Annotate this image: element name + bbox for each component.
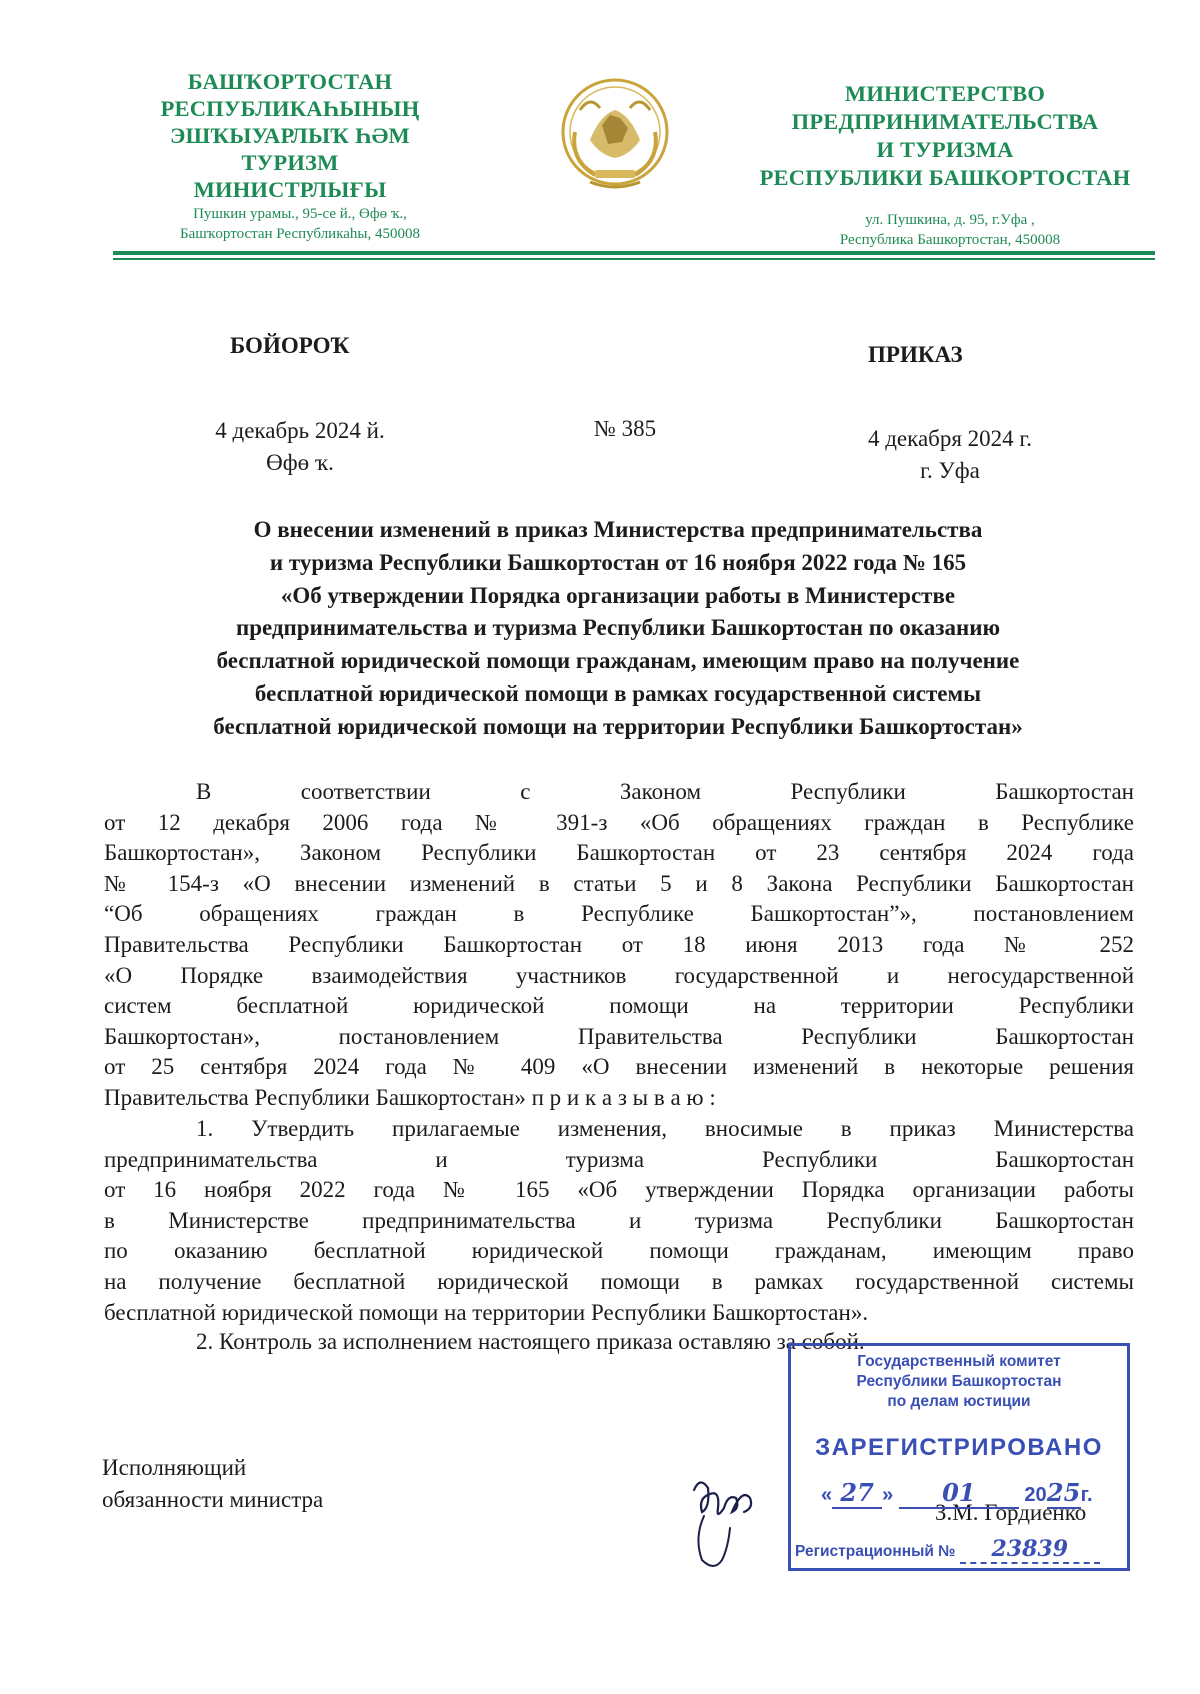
handwritten-signature: [680, 1468, 780, 1578]
signatory-name: З.М. Гордиенко: [935, 1500, 1087, 1525]
stamp-org: [791, 1352, 1127, 1412]
preamble-line: Башкортостан», Законом Республики Башкортостан от 23 сентября 2024 года: [104, 840, 1134, 866]
stamp-date-suffix: г.: [1080, 1484, 1093, 1506]
heading-line: бесплатной юридической помощи в рамках государственной системы: [254, 680, 982, 706]
date-russian: 4 декабря 2024 г.: [867, 426, 1033, 451]
item-2-paragraph: 2. Контроль за исполнением настоящего приказа оставляю за собой.: [196, 1329, 865, 1354]
preamble-line: систем бесплатной юридической помощи на территории Республики: [104, 993, 1134, 1019]
doc-heading: [118, 514, 1118, 744]
preamble-line: от 12 декабря 2006 года № 391-з «Об обращениях граждан в Республике: [104, 809, 1134, 835]
heading-line: бесплатной юридической помощи гражданам, имеющим право на получение: [216, 648, 1020, 674]
org-name-bashkir-line: МИНИСТРЛЫҒЫ: [193, 177, 387, 202]
org-name-bashkir-line: ЭШҠЫУАРЛЫҠ ҺӘМ ТУРИЗМ: [170, 123, 410, 175]
preamble-line: № 154-з «О внесении изменений в статьи 5 и 8 Закона Республики Башкортостан: [104, 870, 1134, 896]
org-name-russian-line: ПРЕДПРИНИМАТЕЛЬСТВА: [791, 109, 1099, 134]
header-divider-thick: [113, 251, 1155, 255]
doc-type-bashkir: БОЙОРОҠ: [230, 333, 350, 358]
preamble-line: Башкортостан», постановлением Правительства Республики Башкортостан: [104, 1023, 1134, 1049]
item-1-line: предпринимательства и туризма Республики Башкортостан: [104, 1146, 1134, 1172]
org-name-russian: [735, 80, 1155, 192]
stamp-registered-label: ЗАРЕГИСТРИРОВАНО: [815, 1434, 1103, 1461]
item-1-line: в Министерстве предпринимательства и туризма Республики Башкортостан: [104, 1207, 1134, 1233]
stamp-reg-label: Регистрационный №: [795, 1543, 956, 1560]
item-1-paragraph: [104, 1114, 1134, 1328]
heading-line: «Об утверждении Порядка организации работы в Министерстве: [280, 582, 956, 608]
heading-line: бесплатной юридической помощи на территории Республики Башкортостан»: [213, 713, 1023, 739]
date-block-russian: [800, 423, 1100, 487]
date-block-bashkir: [150, 415, 450, 479]
stamp-date: « 27 » 01 2025г.: [821, 1478, 1093, 1507]
stamp-date-year-prefix: 20: [1024, 1484, 1047, 1506]
org-name-bashkir-line: РЕСПУБЛИКАҺЫНЫҢ: [160, 96, 420, 121]
signatory-position: [102, 1452, 323, 1516]
preamble-line: “Об обращениях граждан в Республике Башкортостан”», постановлением: [104, 901, 1134, 927]
heading-line: предпринимательства и туризма Республики Башкортостан по оказанию: [235, 615, 1001, 641]
item-1-line: от 16 ноября 2022 года № 165 «Об утверждении Порядка организации работы: [104, 1177, 1134, 1203]
org-name-russian-line: МИНИСТЕРСТВО: [844, 81, 1046, 106]
item-1-line: по оказанию бесплатной юридической помощи гражданам, имеющим право: [104, 1238, 1134, 1264]
address-russian: [800, 210, 1100, 250]
stamp-date-month: 01: [899, 1478, 1019, 1509]
stamp-reg-number: 23839: [960, 1536, 1100, 1564]
org-name-russian-line: РЕСПУБЛИКИ БАШКОРТОСТАН: [759, 165, 1131, 190]
city-bashkir: Өфө ҡ.: [266, 450, 334, 475]
address-russian-line: Республика Башкортостан, 450008: [839, 232, 1061, 248]
preamble-paragraph: [104, 777, 1134, 1114]
date-bashkir: 4 декабрь 2024 й.: [215, 418, 385, 443]
org-name-russian-line: И ТУРИЗМА: [876, 137, 1014, 162]
doc-type-russian: ПРИКАЗ: [868, 342, 963, 367]
heading-line: и туризма Республики Башкортостан от 16 ноября 2022 года № 165: [269, 549, 967, 575]
address-russian-line: ул. Пушкина, д. 95, г.Уфа ,: [865, 212, 1035, 228]
stamp-org-line: Республики Башкортостан: [856, 1373, 1062, 1390]
org-name-bashkir-line: БАШҠОРТОСТАН: [187, 69, 393, 94]
address-bashkir: [150, 204, 450, 244]
doc-number: № 385: [593, 416, 657, 441]
org-name-bashkir: [120, 68, 460, 203]
city-russian: г. Уфа: [920, 458, 980, 483]
stamp-reg-number-row: [795, 1536, 1100, 1564]
coat-of-arms-emblem: [550, 70, 680, 200]
preamble-line: Правительства Республики Башкортостан» п р и к а з ы в а ю :: [104, 1084, 716, 1110]
item-1-line: 1. Утвердить прилагаемые изменения, вносимые в приказ Министерства: [196, 1116, 1134, 1141]
header-divider-thin: [113, 258, 1155, 260]
preamble-line: от 25 сентября 2024 года № 409 «О внесении изменений в некоторые решения: [104, 1054, 1134, 1080]
stamp-date-year-suffix: 25: [1046, 1478, 1081, 1507]
preamble-line: Правительства Республики Башкортостан от 18 июня 2013 года № 252: [104, 931, 1134, 957]
item-1-line: на получение бесплатной юридической помощи в рамках государственной системы: [104, 1268, 1134, 1294]
preamble-line: В соответствии с Законом Республики Башкортостан: [196, 779, 1134, 804]
stamp-org-line: по делам юстиции: [887, 1393, 1031, 1410]
registration-stamp: [788, 1343, 1130, 1571]
position-line: обязанности министра: [102, 1487, 324, 1512]
stamp-org-line: Государственный комитет: [857, 1353, 1061, 1370]
address-bashkir-line: Пушкин урамы., 95-се й., Өфө ҡ.,: [193, 206, 407, 222]
item-1-line: бесплатной юридической помощи на территории Республики Башкортостан».: [104, 1299, 869, 1325]
preamble-line: «О Порядке взаимодействия участников государственной и негосударственной: [104, 962, 1134, 988]
stamp-date-day: 27: [832, 1478, 882, 1509]
address-bashkir-line: Башҡортостан Республикаһы, 450008: [179, 226, 420, 242]
position-line: Исполняющий: [102, 1455, 247, 1480]
heading-line: О внесении изменений в приказ Министерства предпринимательства: [253, 517, 983, 542]
